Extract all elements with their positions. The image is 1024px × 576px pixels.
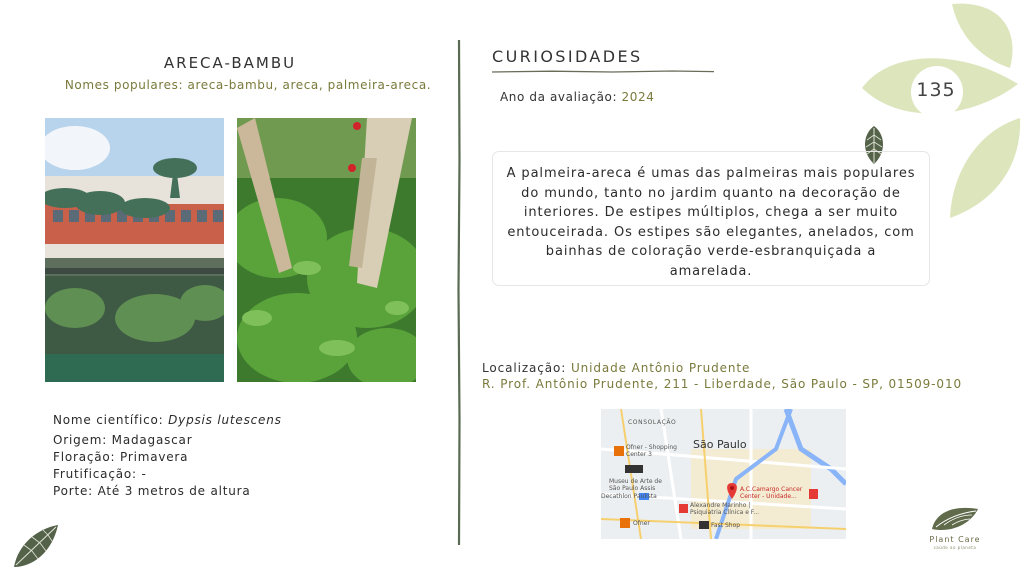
year-label: Ano da avaliação:	[500, 90, 622, 104]
map-label-poi1b: Center 3	[626, 451, 652, 458]
scientific-name	[53, 412, 282, 429]
plant-details	[53, 412, 282, 500]
location-map[interactable]	[601, 409, 846, 539]
column-divider	[457, 40, 461, 545]
location-label: Localização:	[482, 361, 571, 375]
brand-tagline: saúde ao planeta	[933, 545, 977, 550]
brand-logo-icon	[930, 503, 980, 533]
curiosities-text: A palmeira-areca é umas das palmeiras mais populares do mundo, tanto no jardim quanto na decoração de interiores. De estipes múltiplos, chega a ser muito entouceirada. Os estipes são elegantes, anelados, com bainhas de coloração verde-esbranquiçada a amarelada.	[506, 166, 916, 279]
map-label-poi5b: Center - Unidade...	[740, 493, 797, 500]
map-label-district: CONSOLAÇÃO	[628, 419, 677, 426]
map-label-poi1: Ofner - Shopping	[626, 444, 677, 451]
map-label-poi3: Decathlon Paulista	[601, 493, 657, 500]
popular-names: Nomes populares: areca-bambu, areca, palmeira-areca.	[64, 78, 432, 92]
map-label-poi2b: São Paulo Assis	[609, 485, 656, 492]
title-underline	[492, 69, 714, 74]
bottom-leaf-icon	[12, 523, 60, 569]
size: Porte: Até 3 metros de altura	[53, 484, 251, 498]
map-label-poi6: Ofner	[633, 520, 650, 527]
curiosities-title: CURIOSIDADES	[492, 47, 643, 66]
map-label-poi4: Alexandre Marinho |	[690, 502, 751, 509]
scientific-name-value: Dypsis lutescens	[168, 413, 282, 427]
map-label-city: São Paulo	[693, 438, 747, 451]
location-unit	[482, 361, 750, 375]
brand-name: Plant Care	[929, 535, 981, 544]
location-address: R. Prof. Antônio Prudente, 211 - Liberdade, São Paulo - SP, 01509-010	[482, 377, 963, 391]
building-photo	[45, 118, 224, 382]
scientific-name-label: Nome científico:	[53, 413, 169, 427]
palm-photo	[237, 118, 416, 382]
plant-name: ARECA-BAMBU	[163, 54, 297, 72]
flowering: Floração: Primavera	[53, 450, 189, 464]
origin: Origem: Madagascar	[53, 433, 193, 447]
location-unit-name: Unidade Antônio Prudente	[570, 361, 751, 375]
evaluation-year	[500, 90, 655, 104]
fruiting: Frutificação: -	[53, 467, 147, 481]
map-label-poi2: Museu de Arte de	[609, 478, 662, 485]
map-label-poi5: A.C.Camargo Cancer	[740, 486, 803, 493]
evaluation-number: 135	[916, 79, 956, 101]
map-label-poi7: Fast Shop	[711, 522, 741, 529]
year-value: 2024	[621, 90, 655, 104]
map-label-poi4b: Psiquiatria Clínica e F...	[690, 509, 760, 516]
